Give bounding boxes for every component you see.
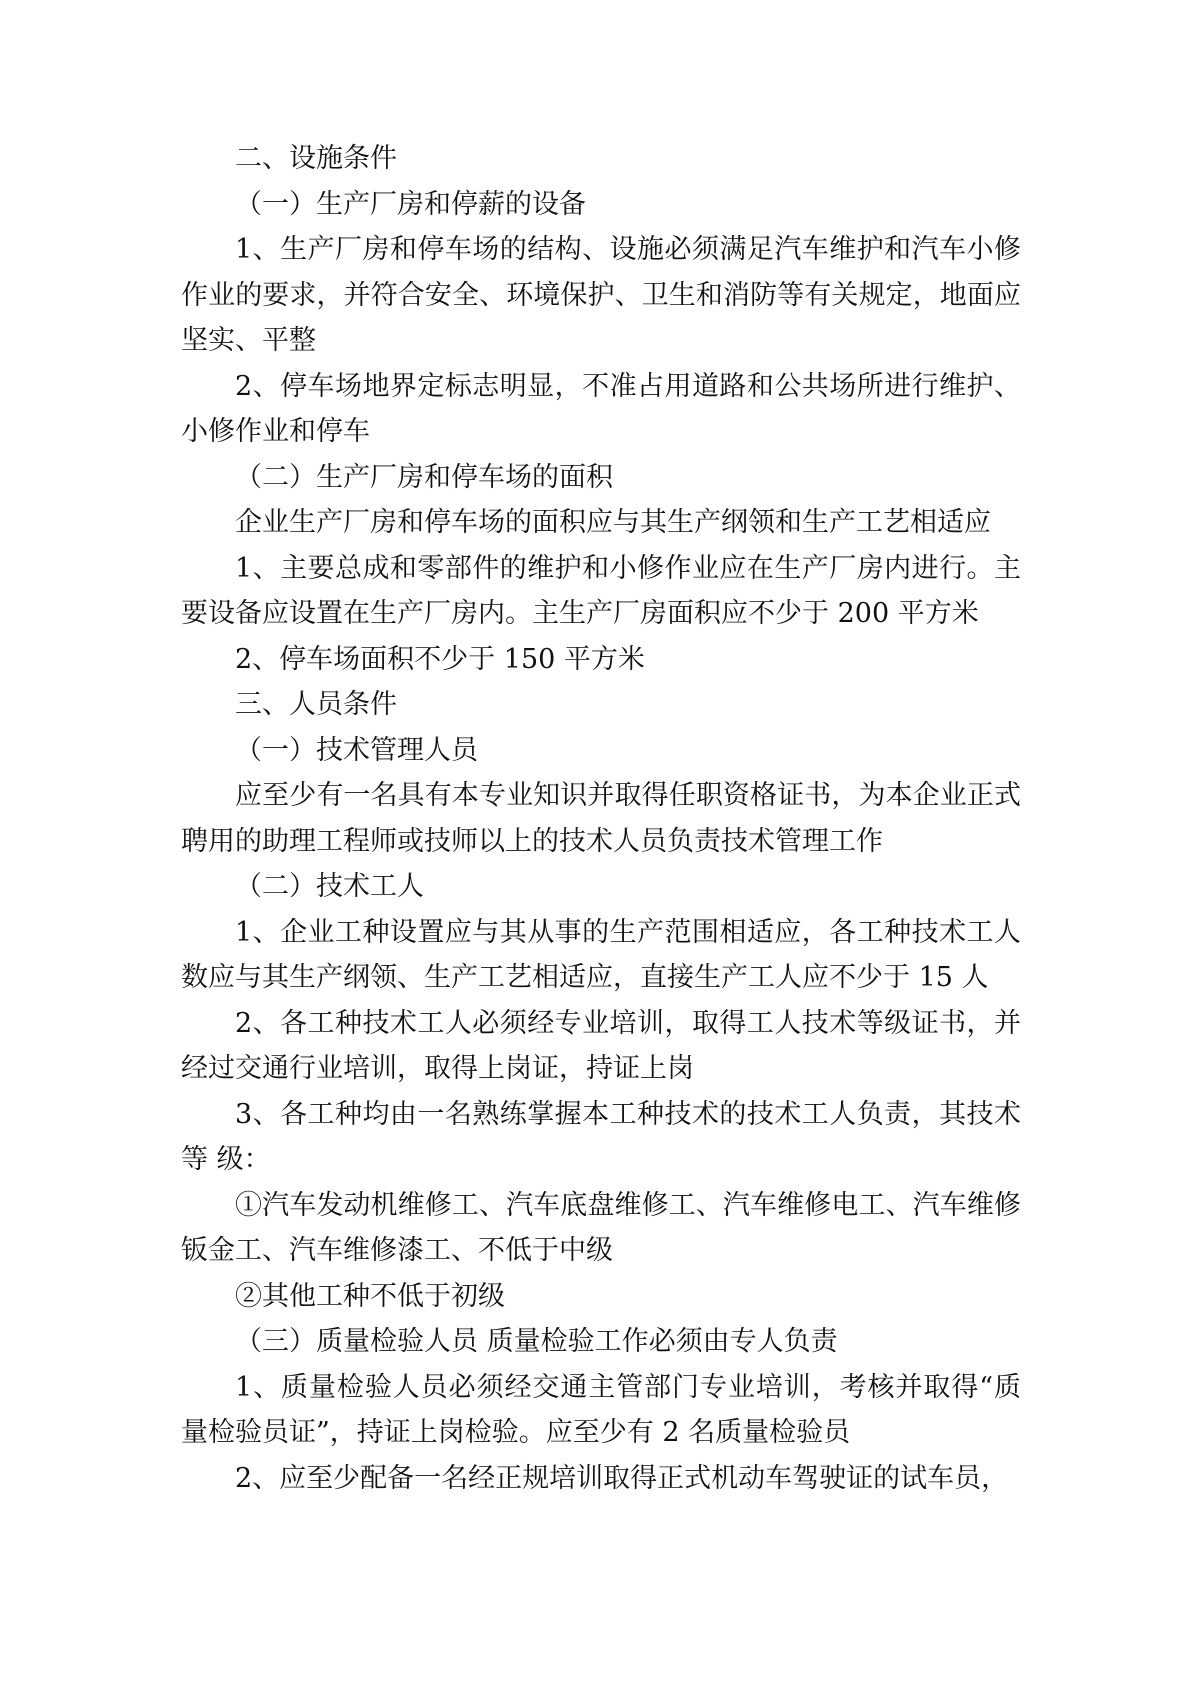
paragraph: 2、停车场地界定标志明显，不准占用道路和公共场所进行维护、小修作业和停车 (181, 370, 1021, 447)
paragraph: 1、生产厂房和停车场的结构、设施必须满足汽车维护和汽车小修作业的要求，并符合安全、环境保护、卫生和消防等有关规定，地面应坚实、平整 (181, 234, 1021, 356)
section-heading-facilities: 二、设施条件 (235, 143, 397, 174)
paragraph: 2、应至少配备一名经正规培训取得正式机动车驾驶证的试车员， (235, 1462, 1009, 1494)
subsection-heading-area: （二）生产厂房和停车场的面积 (235, 461, 613, 493)
paragraph: ②其他工种不低于初级 (235, 1280, 505, 1312)
document-page (181, 136, 1021, 1501)
paragraph: 1、企业工种设置应与其从事的生产范围相适应，各工种技术工人数应与其生产纲领、生产工艺相适应，直接生产工人应不少于 15 人 (181, 916, 1021, 993)
subsection-heading-quality-inspection: （三）质量检验人员 质量检验工作必须由专人负责 (235, 1326, 838, 1357)
paragraph: 2、停车场面积不少于 150 平方米 (235, 643, 645, 675)
paragraph: 1、主要总成和零部件的维护和小修作业应在生产厂房内进行。主要设备应设置在生产厂房内。主生产厂房面积应不少于 200 平方米 (181, 552, 1021, 629)
paragraph: 企业生产厂房和停车场的面积应与其生产纲领和生产工艺相适应 (235, 507, 991, 538)
section-heading-personnel: 三、人员条件 (235, 689, 397, 720)
subsection-heading-tech-management: （一）技术管理人员 (235, 734, 478, 766)
paragraph: ①汽车发动机维修工、汽车底盘维修工、汽车维修电工、汽车维修钣金工、汽车维修漆工、不低于中级 (181, 1189, 1021, 1266)
subsection-heading-workshop-equipment: （一）生产厂房和停薪的设备 (235, 188, 586, 220)
paragraph: 应至少有一名具有本专业知识并取得任职资格证书，为本企业正式聘用的助理工程师或技师以上的技术人员负责技术管理工作 (181, 780, 1021, 857)
paragraph: 2、各工种技术工人必须经专业培训，取得工人技术等级证书，并经过交通行业培训，取得上岗证，持证上岗 (181, 1007, 1021, 1084)
paragraph: 3、各工种均由一名熟练掌握本工种技术的技术工人负责，其技术等 级： (181, 1098, 1021, 1175)
subsection-heading-tech-workers: （二）技术工人 (235, 871, 424, 902)
paragraph: 1、质量检验人员必须经交通主管部门专业培训，考核并取得“质量检验员证”，持证上岗检验。应至少有 2 名质量检验员 (181, 1371, 1021, 1448)
